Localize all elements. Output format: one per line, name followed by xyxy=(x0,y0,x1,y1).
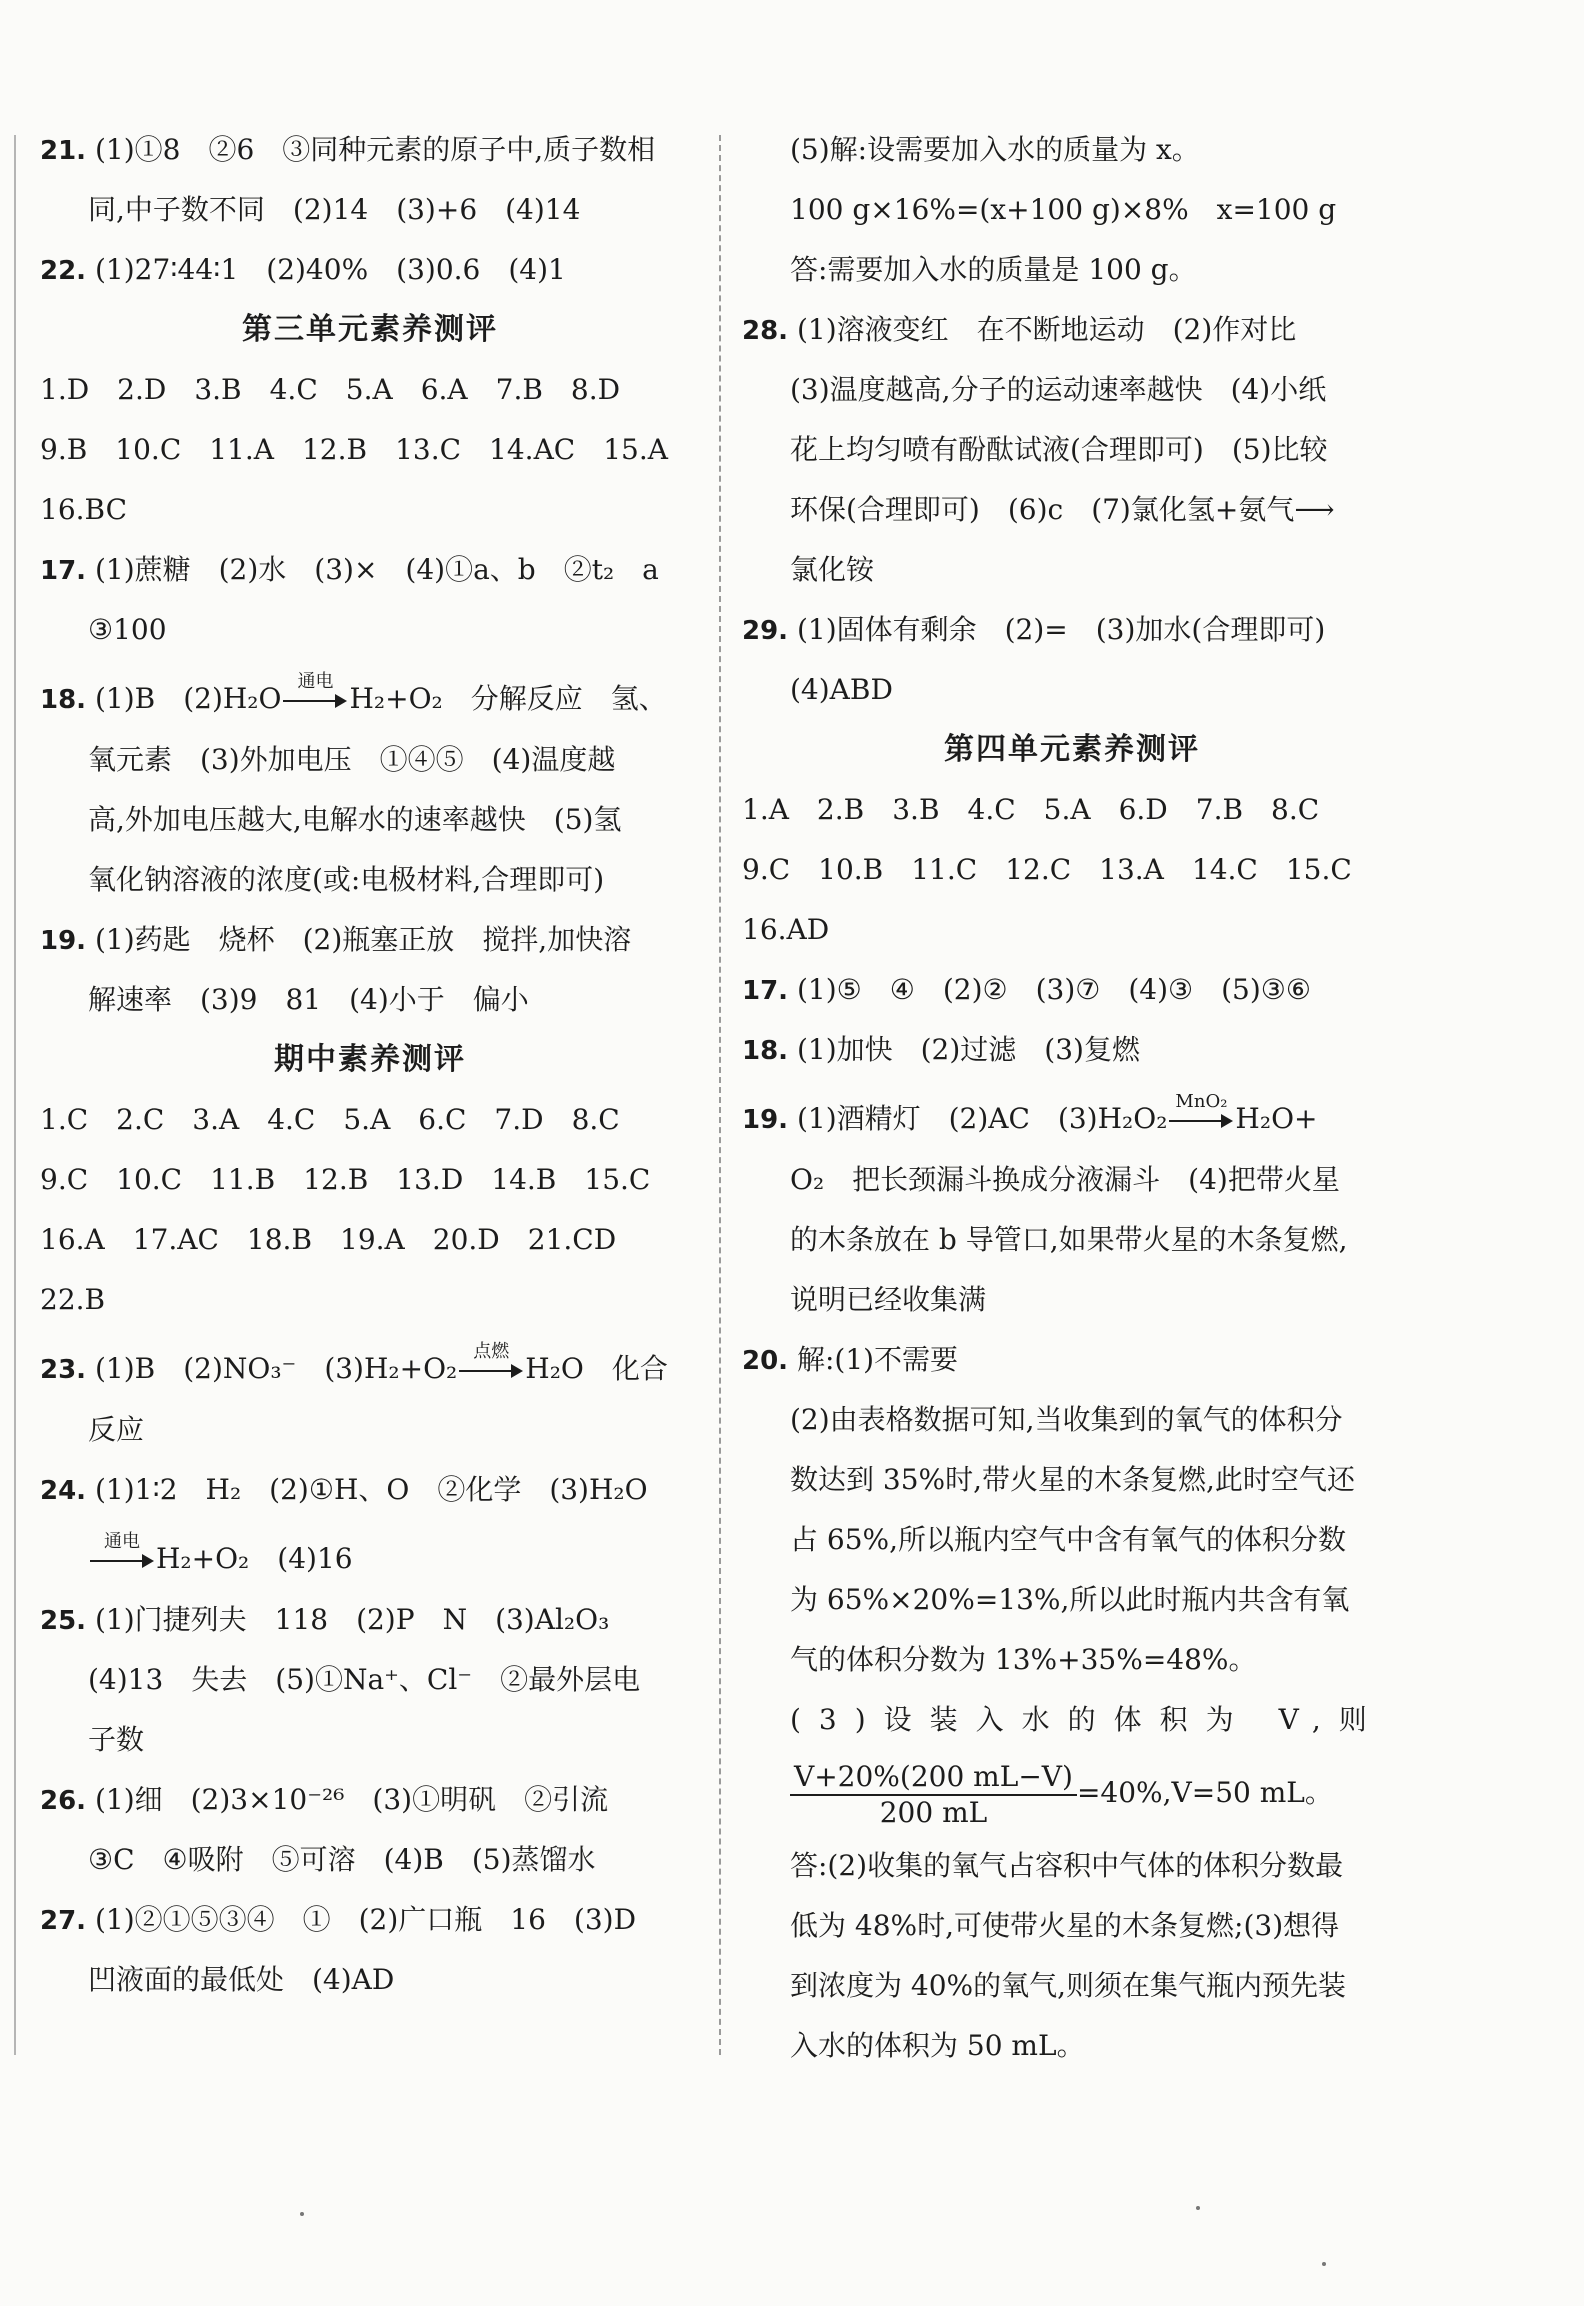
answer-line xyxy=(40,420,700,480)
arrow-head-icon xyxy=(335,694,347,708)
question-number: 28. xyxy=(742,316,789,346)
answer-line xyxy=(742,1836,1402,1896)
answer-text: 9.B 10.C 11.A 12.B 13.C 14.AC 15.A xyxy=(40,433,668,466)
answer-line xyxy=(742,300,1402,360)
section-title: 第四单元素养测评 xyxy=(944,732,1200,767)
answer-line xyxy=(742,840,1402,900)
answer-line xyxy=(40,540,700,600)
answer-line xyxy=(742,1020,1402,1080)
answer-line xyxy=(40,480,700,540)
answer-text: ③C ④吸附 ⑤可溶 (4)B (5)蒸馏水 xyxy=(88,1843,596,1876)
answer-text: (5)解:设需要加入水的质量为 x。 xyxy=(790,133,1200,166)
left-column xyxy=(40,120,700,2010)
answer-line xyxy=(40,600,700,660)
section-title: 期中素养测评 xyxy=(274,1042,466,1077)
reaction-condition: 点燃 xyxy=(473,1340,510,1362)
answer-text: 入水的体积为 50 mL。 xyxy=(790,2029,1085,2062)
answer-line xyxy=(40,1950,700,2010)
answer-line xyxy=(742,2016,1402,2076)
answer-text: 氯化铵 xyxy=(790,553,875,586)
reaction-arrow xyxy=(459,1340,523,1386)
reaction-arrow xyxy=(283,670,347,716)
answer-text: H₂+O₂ (4)16 xyxy=(156,1542,353,1575)
answer-text: 数达到 35%时,带火星的木条复燃,此时空气还 xyxy=(790,1463,1355,1496)
answer-line xyxy=(742,960,1402,1020)
answer-line xyxy=(40,910,700,970)
answer-text: (1)酒精灯 (2)AC (3)H₂O₂ xyxy=(788,1102,1168,1135)
answer-text: 16.A 17.AC 18.B 19.A 20.D 21.CD xyxy=(40,1223,617,1256)
answer-line xyxy=(40,1270,700,1330)
answer-text: (1)固体有剩余 (2)= (3)加水(合理即可) xyxy=(788,613,1326,646)
answer-line xyxy=(40,1710,700,1770)
answer-line xyxy=(742,120,1402,180)
answer-text: 子数 xyxy=(88,1723,145,1756)
answer-line xyxy=(742,1630,1402,1690)
answer-text: (3)设装入水的体积为 V,则 xyxy=(790,1703,1385,1736)
answer-text: 16.AD xyxy=(742,913,830,946)
answer-text: 凹液面的最低处 (4)AD xyxy=(88,1963,395,1996)
answer-text: 9.C 10.B 11.C 12.C 13.A 14.C 15.C xyxy=(742,853,1352,886)
reaction-arrow xyxy=(90,1530,154,1576)
answer-text: ③100 xyxy=(88,613,167,646)
answer-line xyxy=(742,1150,1402,1210)
reaction-condition: 通电 xyxy=(104,1530,140,1552)
answer-text: 1.A 2.B 3.B 4.C 5.A 6.D 7.B 8.C xyxy=(742,793,1320,826)
question-number: 20. xyxy=(742,1346,789,1376)
fraction-denominator: 200 mL xyxy=(879,1795,988,1829)
answer-text: (1)溶液变红 在不断地运动 (2)作对比 xyxy=(788,313,1297,346)
answer-text: (1)1∶2 H₂ (2)①H、O ②化学 (3)H₂O xyxy=(86,1473,648,1506)
answer-text: (2)由表格数据可知,当收集到的氧气的体积分 xyxy=(790,1403,1343,1436)
answer-text: (3)温度越高,分子的运动速率越快 (4)小纸 xyxy=(790,373,1327,406)
arrow-head-icon xyxy=(1221,1114,1233,1128)
answer-text: (4)ABD xyxy=(790,673,893,706)
answer-text: 气的体积分数为 13%+35%=48%。 xyxy=(790,1643,1257,1676)
answer-line xyxy=(40,1520,700,1590)
arrow-head-icon xyxy=(142,1554,154,1568)
answer-text: 答:需要加入水的质量是 100 g。 xyxy=(790,253,1197,286)
answer-text: 9.C 10.C 11.B 12.B 13.D 14.B 15.C xyxy=(40,1163,651,1196)
answer-text: (1)加快 (2)过滤 (3)复燃 xyxy=(788,1033,1140,1066)
answer-line xyxy=(40,1460,700,1520)
binding-margin-line xyxy=(14,135,16,2055)
section-title: 第三单元素养测评 xyxy=(242,312,498,347)
answer-text: 反应 xyxy=(88,1413,145,1446)
answer-text: 100 g×16%=(x+100 g)×8% x=100 g xyxy=(790,193,1337,226)
answer-line xyxy=(40,1770,700,1830)
answer-text: 1.D 2.D 3.B 4.C 5.A 6.A 7.B 8.D xyxy=(40,373,621,406)
question-number: 18. xyxy=(742,1036,789,1066)
answer-line xyxy=(742,600,1402,660)
question-number: 27. xyxy=(40,1906,87,1936)
answer-line xyxy=(40,1090,700,1150)
fraction-numerator: V+20%(200 mL−V) xyxy=(790,1760,1077,1796)
answer-line xyxy=(742,1450,1402,1510)
right-column xyxy=(742,120,1402,2076)
answer-line xyxy=(742,1390,1402,1450)
answer-text: (1)细 (2)3×10⁻²⁶ (3)①明矾 ②引流 xyxy=(86,1783,609,1816)
answer-line xyxy=(40,1830,700,1890)
question-number: 23. xyxy=(40,1355,87,1385)
arrow-shaft xyxy=(1169,1120,1225,1122)
answer-text: 高,外加电压越大,电解水的速率越快 (5)氢 xyxy=(88,803,622,836)
answer-line xyxy=(742,360,1402,420)
answer-text: 答:(2)收集的氧气占容积中气体的体积分数最 xyxy=(790,1849,1344,1882)
answer-line xyxy=(742,1270,1402,1330)
answer-text: H₂+O₂ 分解反应 氢、 xyxy=(349,682,667,715)
answer-line xyxy=(742,420,1402,480)
answer-text: (1)27∶44∶1 (2)40% (3)0.6 (4)1 xyxy=(86,253,566,286)
question-number: 21. xyxy=(40,136,87,166)
answer-line xyxy=(742,1690,1402,1750)
answer-line xyxy=(40,970,700,1030)
answer-text: 花上均匀喷有酚酞试液(合理即可) (5)比较 xyxy=(790,433,1328,466)
answer-text: 22.B xyxy=(40,1283,106,1316)
answer-line xyxy=(742,1510,1402,1570)
answer-text: 氧元素 (3)外加电压 ①④⑤ (4)温度越 xyxy=(88,743,616,776)
answer-line xyxy=(742,1750,1402,1836)
answer-line xyxy=(742,900,1402,960)
answer-text: 的木条放在 b 导管口,如果带火星的木条复燃, xyxy=(790,1223,1348,1256)
reaction-arrow xyxy=(1169,1090,1233,1136)
column-divider xyxy=(719,135,721,2055)
answer-line xyxy=(742,540,1402,600)
answer-line xyxy=(742,1570,1402,1630)
fraction xyxy=(790,1760,1077,1830)
question-number: 17. xyxy=(742,976,789,1006)
answer-text: (1)⑤ ④ (2)② (3)⑦ (4)③ (5)③⑥ xyxy=(788,973,1311,1006)
answer-text: (1)蔗糖 (2)水 (3)× (4)①a、b ②t₂ a xyxy=(86,553,659,586)
answer-text: (1)B (2)H₂O xyxy=(86,682,282,715)
scan-speck xyxy=(1196,2206,1200,2210)
answer-line xyxy=(40,1650,700,1710)
answer-line xyxy=(40,1150,700,1210)
answer-line xyxy=(40,1890,700,1950)
question-number: 19. xyxy=(40,926,87,956)
answer-line xyxy=(40,180,700,240)
answer-line xyxy=(40,790,700,850)
answer-text: (4)13 失去 (5)①Na⁺、Cl⁻ ②最外层电 xyxy=(88,1663,641,1696)
answer-text: 到浓度为 40%的氧气,则须在集气瓶内预先装 xyxy=(790,1969,1347,2002)
answer-text: (1)B (2)NO₃⁻ (3)H₂+O₂ xyxy=(86,1352,458,1385)
answer-line xyxy=(742,1330,1402,1390)
scan-speck xyxy=(1322,2262,1326,2266)
question-number: 22. xyxy=(40,256,87,286)
answer-line xyxy=(40,120,700,180)
reaction-condition: MnO₂ xyxy=(1175,1090,1228,1112)
arrow-shaft xyxy=(90,1560,146,1562)
answer-text: 占 65%,所以瓶内空气中含有氧气的体积分数 xyxy=(790,1523,1347,1556)
answer-text: (1)②①⑤③④ ① (2)广口瓶 16 (3)D xyxy=(86,1903,637,1936)
question-number: 18. xyxy=(40,685,87,715)
answer-text: =40%,V=50 mL。 xyxy=(1076,1776,1333,1809)
question-number: 17. xyxy=(40,556,87,586)
arrow-shaft xyxy=(459,1370,515,1372)
answer-text: 氧化钠溶液的浓度(或:电极材料,合理即可) xyxy=(88,863,605,896)
answer-text: H₂O 化合 xyxy=(525,1352,668,1385)
answer-text: (1)门捷列夫 118 (2)P N (3)Al₂O₃ xyxy=(86,1603,610,1636)
question-number: 24. xyxy=(40,1476,87,1506)
arrow-shaft xyxy=(283,700,339,702)
answer-text: 为 65%×20%=13%,所以此时瓶内共含有氧 xyxy=(790,1583,1350,1616)
answer-text: 说明已经收集满 xyxy=(790,1283,987,1316)
scan-speck xyxy=(300,2212,304,2216)
answer-line xyxy=(40,1590,700,1650)
answer-text: 低为 48%时,可使带火星的木条复燃;(3)想得 xyxy=(790,1909,1340,1942)
answer-line xyxy=(742,480,1402,540)
reaction-condition: 通电 xyxy=(297,670,334,692)
answer-line xyxy=(40,360,700,420)
answer-text: 解:(1)不需要 xyxy=(788,1343,959,1376)
answer-text: 16.BC xyxy=(40,493,128,526)
answer-line xyxy=(742,180,1402,240)
arrow-head-icon xyxy=(511,1364,523,1378)
answer-text: 环保(合理即可) (6)c (7)氯化氢+氨气⟶ xyxy=(790,493,1335,526)
answer-line xyxy=(40,1400,700,1460)
question-number: 29. xyxy=(742,616,789,646)
answer-text: O₂ 把长颈漏斗换成分液漏斗 (4)把带火星 xyxy=(790,1163,1340,1196)
answer-text: 1.C 2.C 3.A 4.C 5.A 6.C 7.D 8.C xyxy=(40,1103,620,1136)
answer-line xyxy=(742,1080,1402,1150)
answer-text: 同,中子数不同 (2)14 (3)+6 (4)14 xyxy=(88,193,581,226)
answer-line xyxy=(742,1956,1402,2016)
answer-text: (1)①8 ②6 ③同种元素的原子中,质子数相 xyxy=(86,133,656,166)
answer-line xyxy=(742,240,1402,300)
question-number: 25. xyxy=(40,1606,87,1636)
question-number: 26. xyxy=(40,1786,87,1816)
answer-line xyxy=(40,1210,700,1270)
answer-line xyxy=(742,1896,1402,1956)
question-number: 19. xyxy=(742,1105,789,1135)
answer-text: 解速率 (3)9 81 (4)小于 偏小 xyxy=(88,983,529,1016)
answer-line xyxy=(742,660,1402,720)
answer-line xyxy=(40,1330,700,1400)
answer-line xyxy=(742,1210,1402,1270)
answer-line xyxy=(742,780,1402,840)
answer-line xyxy=(40,730,700,790)
answer-line xyxy=(40,660,700,730)
answer-line xyxy=(40,850,700,910)
answer-text: H₂O+ xyxy=(1235,1102,1318,1135)
answer-line xyxy=(40,240,700,300)
answer-text: (1)药匙 烧杯 (2)瓶塞正放 搅拌,加快溶 xyxy=(86,923,632,956)
